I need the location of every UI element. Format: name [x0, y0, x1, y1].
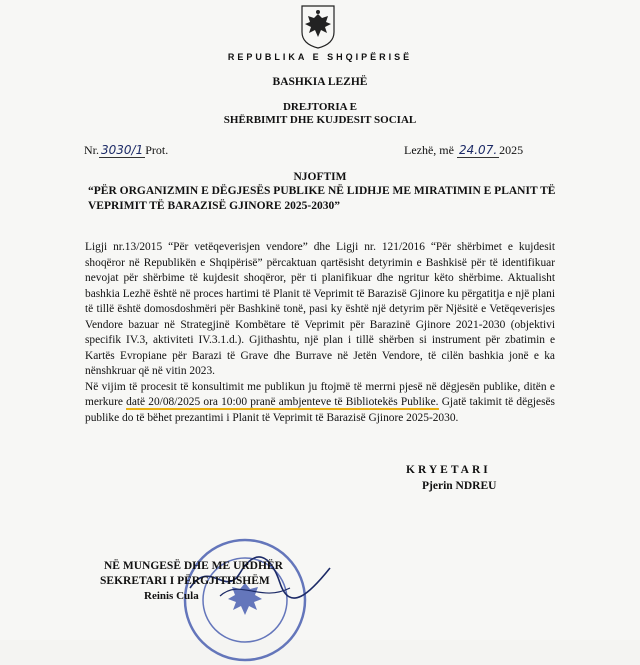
handwritten-date: 24.07.: [458, 143, 498, 157]
protocol-number: Nr. 3030/1 Prot.: [84, 143, 169, 157]
body-paragraph-2: Në vijim të procesit të konsultimit me publikun ju ftojmë të merrni pjesë në dëgjesën publike, ditën e merkure datë 20/08/2025 ora 10:00 pranë ambjenteve të Bibliotekës Publike. Gjatë takimit të dëgjesës publike do të bëhet prezantimi i Planit të Veprimit të Barazisë Gjinore 2025-2030.: [85, 380, 555, 424]
highlighted-meeting-details: datë 20/08/2025 ora 10:00 pranë ambjenteve të Bibliotekës Publike.: [126, 396, 439, 408]
signatory-role: KRYETARI: [406, 464, 491, 476]
notice-body: [85, 240, 555, 426]
notice-subject: “PËR ORGANIZMIN E DËGJESËS PUBLIKE NË LIDHJE ME MIRATIMIN E PLANIT TË VEPRIMIT TË BARAZISË GJINORE 2025-2030”: [88, 185, 556, 212]
document-date: Lezhë, më 24.07. 2025: [404, 143, 524, 157]
department-line-1: DREJTORIA E: [282, 101, 358, 113]
secretary-name: Reinis Cula: [144, 590, 199, 602]
signatory-name: Pjerin NDREU: [422, 480, 497, 492]
absence-line-1: NË MUNGESË DHE ME URDHËR: [104, 560, 283, 572]
department-line-2: SHËRBIMIT DHE KUJDESIT SOCIAL: [223, 114, 417, 126]
municipality-name: BASHKIA LEZHË: [272, 76, 368, 88]
body-paragraph-1: Ligji nr.13/2015 “Për vetëqeverisjen vendore” dhe Ligji nr. 121/2016 “Për shërbimet e kujdesit shoqëror në Republikën e Shqipërisë” përcaktuan qartësisht detyrimin e Bashkisë për të identifikuar nevojat për shërbime të kujdesit shoqëror, për ti planifikuar dhe ngritur këto shërbime. Aktualisht bashkia Lezhë është në proces hartimi të Planit të Veprimit të Barazisë Gjinore ku përgatitja e një plani të tillë është domosdoshmëri për Bashkinë tonë, pasi ky është një detyrim për Njësitë e Vetëqeverisjes Vendore bazuar në Strategjinë Kombëtare të Veprimit për Barazinë Gjinore 2021-2030 (objektivi specifik IV.3, aktiviteti IV.3.1.d.). Gjithashtu, një plan i tillë shërben si instrument për zbatimin e Kartës Evropiane për Barazi të Grave dhe Burrave në Jetën Vendore, të cilën bashkia jonë e ka nënshkruar që në vitin 2023.: [85, 241, 555, 377]
handwritten-protocol-number: 3030/1: [101, 143, 144, 157]
absence-line-2: SEKRETARI I PËRGJITHSHËM: [100, 575, 270, 587]
notice-title: NJOFTIM: [293, 171, 347, 183]
republic-header: REPUBLIKA E SHQIPËRISË: [227, 52, 413, 62]
albanian-eagle-emblem-icon: [298, 4, 338, 50]
